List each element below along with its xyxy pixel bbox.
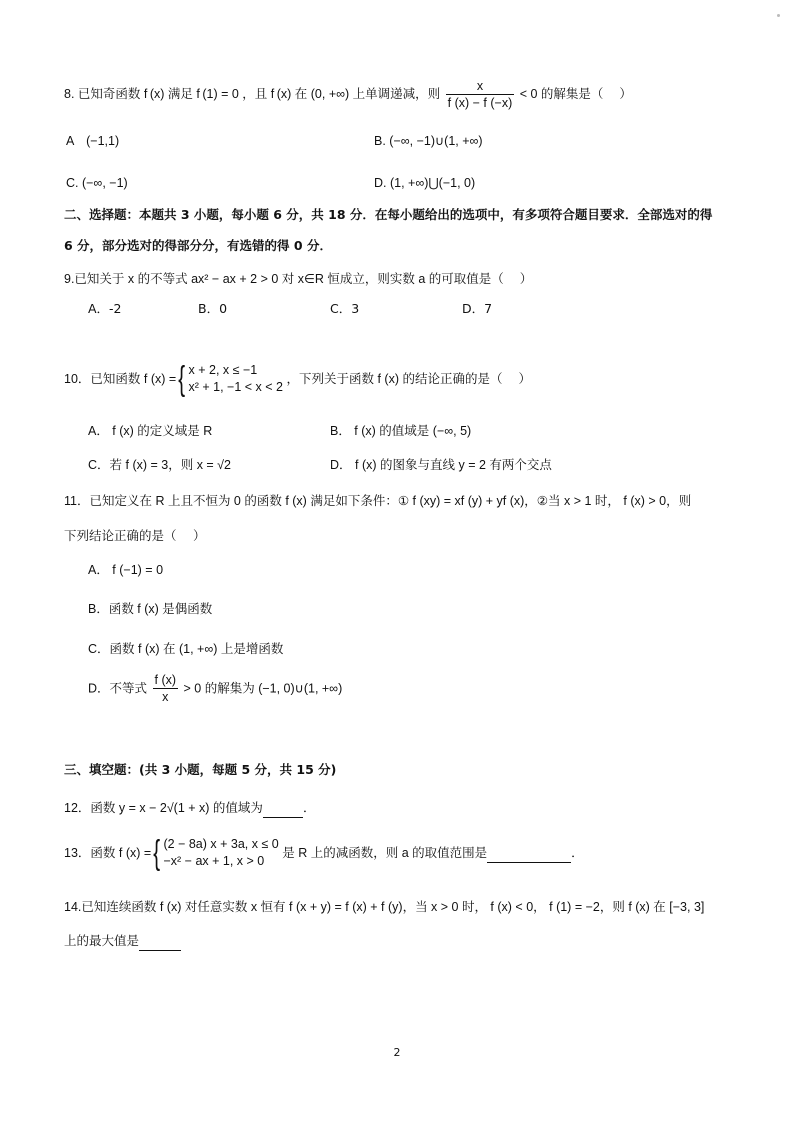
q13-cases	[164, 836, 279, 870]
q8-option-a: A (−1,1)	[66, 134, 120, 148]
q11-d-den: x	[162, 690, 169, 704]
q9-option-a: A．-2	[88, 301, 122, 316]
page-number: 2	[393, 1046, 401, 1059]
section-2-heading-cont: 6 分，部分选对的得部分分，有选错的得 0 分．	[64, 238, 332, 253]
q11-d-num: f (x)	[154, 673, 177, 687]
q10-option-a: A． f (x) 的定义域是 R	[88, 424, 213, 438]
question-8	[64, 78, 632, 111]
q13-case-1: (2 − 8a) x + 3a, x ≤ 0	[163, 837, 279, 851]
q10-case-1: x + 2, x ≤ −1	[188, 363, 258, 377]
question-14-cont	[64, 932, 181, 951]
question-11: 11．已知定义在 R 上且不恒为 0 的函数 f (x) 满足如下条件：① f (xy) = xf (y) + yf (x)，②当 x > 1 时， f (x) > 0，则	[64, 494, 692, 508]
q13-stem-post: 是 R 上的减函数，则 a 的取值范围是	[282, 846, 488, 860]
q11-option-a: A． f (−1) = 0	[88, 563, 164, 577]
q10-brace: {	[177, 360, 185, 398]
q10-option-d: D． f (x) 的图象与直线 y = 2 有两个交点	[330, 458, 552, 472]
q13-answer-blank[interactable]	[487, 844, 571, 863]
q8-fraction	[446, 78, 515, 111]
q8-fraction-den: f (x) − f (−x)	[447, 96, 513, 110]
q8-fraction-num: x	[446, 78, 515, 95]
question-14: 14.已知连续函数 f (x) 对任意实数 x 恒有 f (x + y) = f (x) + f (y)，当 x > 0 时， f (x) < 0， f (1) = −2，则 f (x) 在 [−3, 3]	[64, 900, 705, 914]
q12-stem: 12．函数 y = x − 2√(1 + x) 的值域为	[64, 801, 263, 815]
q8-stem-end: < 0 的解集是（ ）	[519, 86, 632, 101]
corner-mark	[777, 14, 780, 17]
question-10	[64, 362, 531, 396]
section-2-heading: 二、选择题：本题共 3 小题，每小题 6 分，共 18 分．在每小题给出的选项中，有多项符合题目要求．全部选对的得	[64, 207, 713, 222]
q10-cases	[189, 362, 284, 396]
q13-brace: {	[152, 834, 160, 872]
q11-d-pre: D．不等式	[88, 681, 148, 696]
q9-option-d: D．7	[462, 301, 493, 316]
q8-option-d: D. (1, +∞)⋃(−1, 0)	[374, 176, 476, 190]
question-13	[64, 836, 584, 870]
section-3-heading: 三、填空题：(共 3 小题，每题 5 分，共 15 分)	[64, 762, 337, 777]
q12-answer-blank[interactable]	[263, 799, 303, 818]
q10-option-b: B． f (x) 的值域是 (−∞, 5)	[330, 424, 472, 438]
question-12	[64, 799, 315, 818]
question-11-cont: 下列结论正确的是（ ）	[64, 528, 206, 543]
q10-option-c: C．若 f (x) = 3，则 x = √2	[88, 458, 231, 472]
q8-option-b: B. (−∞, −1)∪(1, +∞)	[374, 134, 483, 148]
q10-stem-post: ，下列关于函数 f (x) 的结论正确的是（ ）	[286, 372, 531, 386]
q9-option-b: B．0	[198, 301, 228, 316]
q10-case-2: x² + 1, −1 < x < 2	[188, 380, 284, 394]
q14-stem-end: 上的最大值是	[64, 933, 140, 948]
q14-answer-blank[interactable]	[139, 932, 181, 951]
q10-stem-pre: 10．已知函数 f (x) =	[64, 372, 177, 386]
q13-case-2: −x² − ax + 1, x > 0	[163, 854, 265, 868]
question-9: 9.已知关于 x 的不等式 ax² − ax + 2 > 0 对 x∈R 恒成立，则实数 a 的可取值是（ ）	[64, 272, 533, 286]
q11-option-c: C．函数 f (x) 在 (1, +∞) 上是增函数	[88, 642, 284, 656]
q11-option-b: B．函数 f (x) 是偶函数	[88, 602, 213, 616]
q12-end: ．	[302, 801, 316, 815]
q11-d-fraction	[153, 672, 179, 705]
q9-option-c: C．3	[330, 301, 360, 316]
q13-end: ．	[571, 846, 584, 860]
q11-d-post: > 0 的解集为 (−1, 0)∪(1, +∞)	[183, 681, 343, 696]
q13-stem-pre: 13．函数 f (x) =	[64, 846, 152, 860]
q8-stem: 8. 已知奇函数 f (x) 满足 f (1) = 0 ，且 f (x) 在 (0, +∞) 上单调递减，则	[64, 86, 441, 101]
q11-option-d	[88, 672, 342, 705]
q8-option-c: C. (−∞, −1)	[66, 176, 128, 190]
